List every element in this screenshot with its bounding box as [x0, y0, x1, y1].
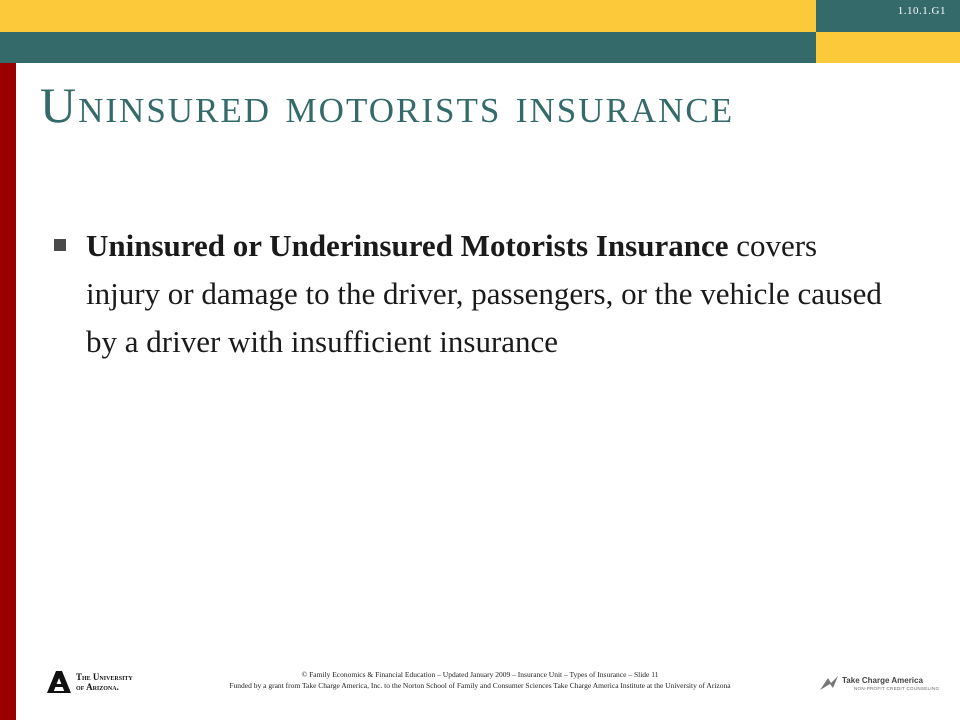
bullet-text [86, 222, 896, 366]
left-accent-bar [0, 63, 16, 720]
university-name-line2: of Arizona. [76, 682, 119, 692]
tca-tagline: NON-PROFIT CREDIT COUNSELING [854, 686, 940, 691]
university-name [76, 672, 133, 692]
footer-line-2: Funded by a grant from Take Charge America, Inc. to the Norton School of Family and Consumer Sciences Take Charge America Institute at the University of Arizona [229, 681, 731, 690]
university-name-line1: The University [76, 672, 133, 682]
take-charge-america-logo [818, 672, 948, 698]
bullet-body-text: covers injury or damage to the driver, passengers, or the vehicle caused by a driver with insufficient insurance [86, 228, 882, 359]
slide-code: 1.10.1.G1 [897, 5, 946, 17]
take-charge-swoosh-icon [818, 674, 840, 694]
university-of-arizona-logo [46, 670, 146, 696]
header-bar-teal [0, 32, 816, 63]
tca-name: Take Charge America [842, 676, 923, 685]
bullet-square-icon [54, 239, 66, 251]
slide-title: Uninsured motorists insurance [40, 77, 735, 133]
header-corner-yellow [816, 32, 960, 63]
footer-credits [150, 669, 810, 691]
footer-line-1: © Family Economics & Financial Education – Updated January 2009 – Insurance Unit – Types of Insurance – Slide 11 [301, 670, 659, 679]
header-corner-teal [816, 0, 960, 32]
arizona-a-icon [46, 670, 72, 694]
header-bar-yellow [0, 0, 816, 32]
bullet-bold-text: Uninsured or Underinsured Motorists Insurance [86, 228, 729, 263]
